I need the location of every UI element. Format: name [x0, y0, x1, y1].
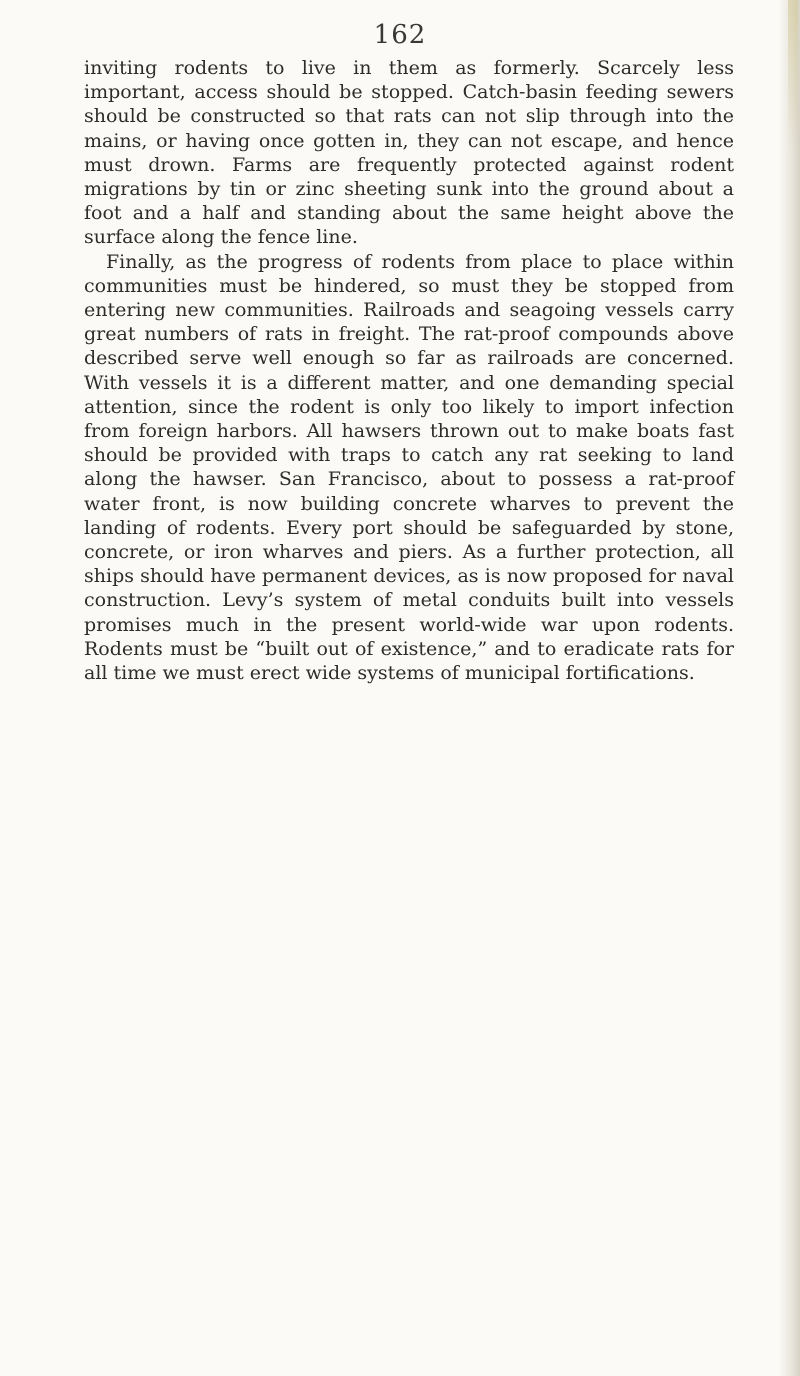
page-edge-shadow	[778, 0, 800, 1376]
page-number: 162	[373, 20, 427, 50]
paragraph-1: inviting rodents to live in them as formerly. Scarcely less important, access should be stopped. Catch-basin feeding sewers should be constructed so that rats can not slip through into the mains, or having once gotten in, they can not escape, and hence must drown. Farms are frequently protected against rodent migrations by tin or zinc sheeting sunk into the ground about a foot and a half and standing about the same height above the surface along the fence line.	[84, 57, 734, 249]
body-text	[84, 56, 734, 685]
paragraph-2: Finally, as the progress of rodents from place to place within communities must be hindered, so must they be stopped from entering new communities. Railroads and seagoing vessels carry great numbers of rats in freight. The rat-proof compounds above described serve well enough so far as railroads are concerned. With vessels it is a different matter, and one demanding special attention, since the rodent is only too likely to import infection from foreign harbors. All hawsers thrown out to make boats fast should be provided with traps to catch any rat seeking to land along the hawser. San Francisco, about to possess a rat-proof water front, is now building concrete wharves to prevent the landing of rodents. Every port should be safeguarded by stone, concrete, or iron wharves and piers. As a further protection, all ships should have permanent devices, as is now proposed for naval construction. Levy’s system of metal conduits built into vessels promises much in the present world-wide war upon rodents. Rodents must be “built out of existence,” and to eradicate rats for all time we must erect wide systems of municipal fortifications.	[84, 250, 734, 685]
page-edge-stain	[788, 0, 798, 150]
